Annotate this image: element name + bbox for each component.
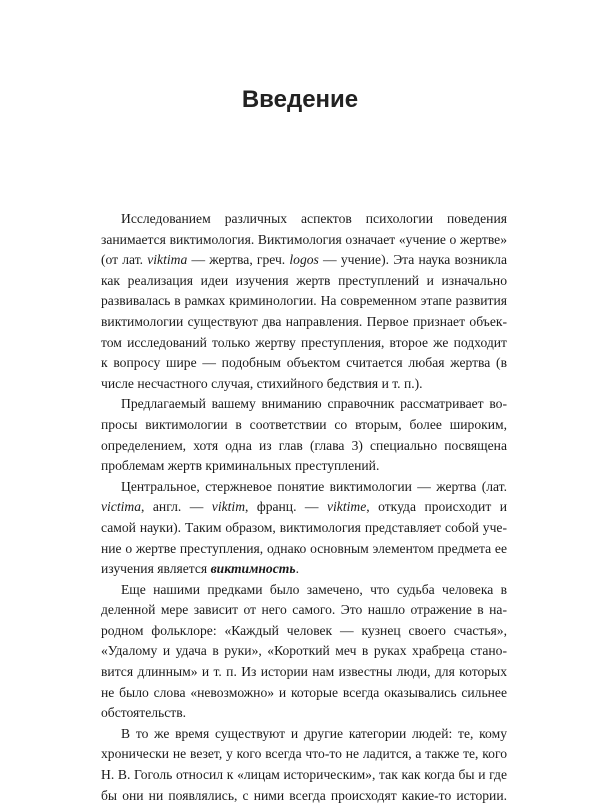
text-run: , англ. — — [141, 499, 212, 515]
paragraph-4 — [101, 580, 507, 724]
text-run: , франц. — — [245, 499, 327, 515]
text-line: родном фольклоре: «Каждый человек — кузнец своего счастья», — [101, 622, 507, 638]
body-text — [101, 209, 507, 806]
latin-term: victima — [101, 499, 142, 515]
text-line: вится длинным» и т. п. Из истории нам известны люди, для которых — [101, 664, 507, 680]
text-run: (от лат. — [101, 252, 148, 268]
text-run: — учение). Эта наука возникла — [318, 252, 507, 268]
text-line: Исследованием различных аспектов психологии поведения — [121, 211, 507, 226]
chapter-title: Введение — [241, 86, 359, 113]
text-line: ние о жертве преступления, однако основным элементом предмета ее — [101, 540, 507, 556]
text-line: Еще нашими предками было замечено, что судьба человека в — [121, 581, 507, 597]
text-run: изучения является — [101, 561, 211, 577]
text-line: бы они ни появлялись, с ними всегда происходят какие-то истории. — [101, 787, 507, 803]
text-run: . — [295, 561, 299, 577]
key-term: виктимность — [210, 561, 296, 577]
french-term: viktime — [327, 499, 367, 515]
text-run: , откуда происходит и — [366, 499, 507, 515]
text-line: том исследований только жертву преступления, второе же подходит — [101, 334, 507, 350]
text-line: Предлагаемый вашему вниманию справочник рассматривает во- — [121, 396, 507, 412]
text-line: проблемам жертв криминальных преступлений. — [101, 458, 380, 474]
text-line: деленной мере зависит от него самого. Это нашло отражение в на- — [101, 602, 507, 618]
text-run: — жертва, греч. — [187, 252, 290, 268]
text-line: занимается виктимология. Виктимология означает «учение о жертве» — [101, 231, 507, 247]
text-line: числе несчастного случая, стихийного бедствия и т. п.). — [101, 375, 423, 391]
text-line — [101, 559, 507, 580]
paragraph-3 — [101, 477, 507, 580]
english-term: viktim — [211, 499, 246, 515]
text-line: к вопросу шире — подобным объектом считается любая жертва (в — [101, 355, 507, 371]
text-line: Н. В. Гоголь относил к «лицам историческим», так как когда бы и где — [101, 767, 507, 783]
text-line: «Удалому и удача в руки», «Короткий меч в руках храбреца стано- — [101, 643, 507, 659]
text-line: развивалась в рамках криминологии. На современном этапе развития — [101, 293, 507, 309]
text-line — [101, 497, 507, 518]
text-line: просы виктимологии в соответствии со вторым, более широким, — [101, 416, 507, 432]
text-line: обстоятельств. — [101, 705, 187, 721]
paragraph-1 — [101, 209, 507, 394]
text-line: Центральное, стержневое понятие виктимологии — жертва (лат. — [121, 478, 507, 494]
text-line: не было слова «невозможно» и которые всегда оказывались сильнее — [101, 684, 507, 700]
text-line: самой науки). Таким образом, виктимология представляет собой уче- — [101, 519, 507, 535]
latin-term: viktima — [147, 252, 188, 268]
text-line: хронически не везет, у кого всегда что-то не ладится, а также те, кого — [101, 746, 507, 762]
text-line — [101, 250, 507, 271]
paragraph-2 — [101, 394, 507, 476]
text-line: как реализация идеи изучения жертв преступлений и изначально — [101, 272, 507, 288]
text-line: определением, хотя одна из глав (глава 3) специально посвящена — [101, 437, 507, 453]
greek-term: logos — [289, 252, 319, 268]
text-line: виктимологии существуют два направления. Первое признает объек- — [101, 313, 507, 329]
text-line: В то же время существуют и другие категории людей: те, кому — [121, 725, 507, 741]
paragraph-5 — [101, 724, 507, 806]
